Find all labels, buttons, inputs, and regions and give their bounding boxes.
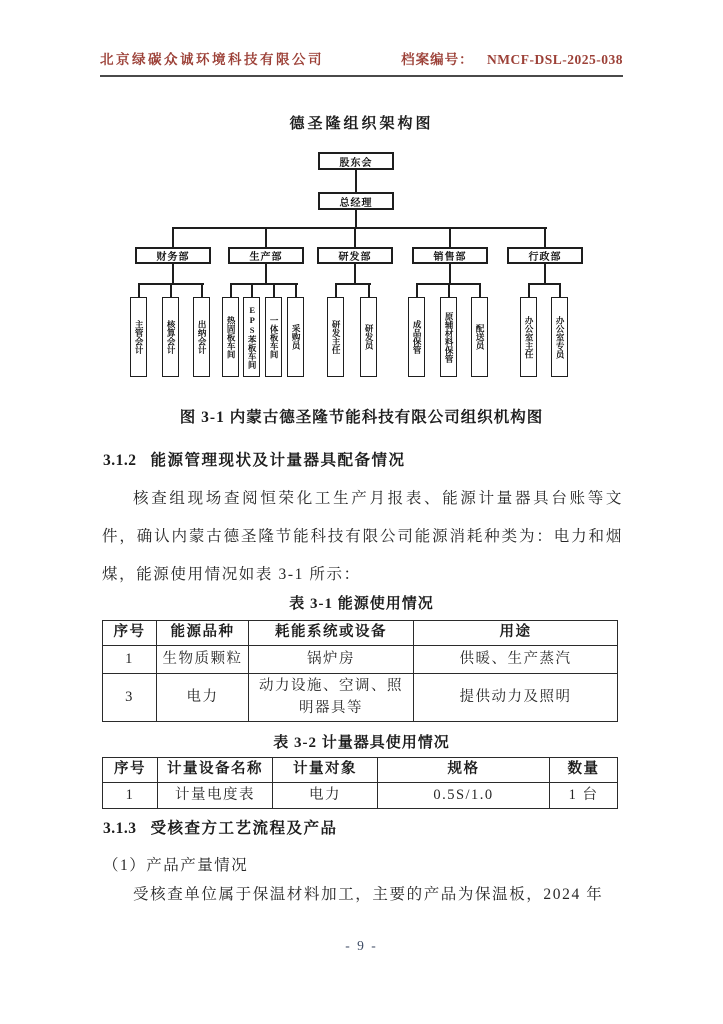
cell: 锅炉房: [249, 646, 414, 674]
orgchart-box-manager: 总经理: [318, 192, 394, 210]
connector-line: [544, 227, 546, 247]
orgchart-box-dept-admin: 行政部: [507, 247, 583, 264]
cell: 0.5S/1.0: [378, 783, 550, 809]
orgchart-leaf: 热固板车间: [222, 297, 239, 377]
connector-line: [416, 283, 418, 297]
cell: 电力: [157, 674, 249, 722]
connector-line: [230, 283, 232, 297]
cell: 1 台: [550, 783, 618, 809]
connector-line: [335, 283, 337, 297]
connector-line: [265, 227, 267, 247]
header-cell: 计量对象: [273, 758, 378, 783]
connector-line: [172, 264, 174, 283]
connector-line: [354, 227, 356, 247]
list-item-product-output: （1）产品产量情况: [103, 857, 249, 874]
table-header-row: [103, 758, 618, 783]
cell: 1: [103, 783, 158, 809]
orgchart: [100, 145, 623, 390]
figure-caption: 图 3-1 内蒙古德圣隆节能科技有限公司组织机构图: [179, 409, 544, 426]
connector-line: [559, 283, 561, 297]
cell: 提供动力及照明: [414, 674, 618, 722]
section-heading-313: [103, 816, 623, 838]
table31-title: 表 3-1 能源使用情况: [289, 596, 434, 612]
cell: 1: [103, 646, 157, 674]
paragraph-energy: 核查组现场查阅恒荣化工生产月报表、能源计量器具台账等文件，确认内蒙古德圣隆节能科技有限公司能源消耗种类为：电力和烟煤，能源使用情况如表 3-1 所示：: [102, 490, 623, 583]
connector-line: [172, 227, 547, 229]
connector-line: [479, 283, 481, 297]
connector-line: [295, 283, 297, 297]
cell: 生物质颗粒: [157, 646, 249, 674]
cell: 电力: [273, 783, 378, 809]
connector-line: [251, 283, 253, 297]
orgchart-leaf: 成品保管: [408, 297, 425, 377]
connector-line: [172, 227, 174, 247]
cell: 动力设施、空调、照明器具等: [249, 674, 414, 722]
archive-number-block: [401, 48, 623, 68]
header-cell: 序号: [103, 621, 157, 646]
section-title: 受核查方工艺流程及产品: [150, 820, 338, 837]
company-name: 北京绿碳众诚环境科技有限公司: [100, 52, 324, 67]
table-meters: [102, 757, 618, 809]
table-energy-usage: [102, 620, 618, 722]
section-heading-312: [103, 448, 623, 470]
orgchart-leaf: 研发员: [360, 297, 377, 377]
paragraph-product: 受核查单位属于保温材料加工，主要的产品为保温板，2024 年: [133, 886, 604, 903]
connector-line: [544, 264, 546, 283]
table-row: [103, 783, 618, 809]
header-cell: 序号: [103, 758, 158, 783]
connector-line: [355, 210, 357, 227]
page-header: [100, 48, 623, 68]
cell: 计量电度表: [158, 783, 273, 809]
cell: 3: [103, 674, 157, 722]
connector-line: [335, 283, 371, 285]
connector-line: [448, 283, 450, 297]
archive-number: NMCF-DSL-2025-038: [487, 52, 623, 67]
header-cell: 计量设备名称: [158, 758, 273, 783]
cell: 供暖、生产蒸汽: [414, 646, 618, 674]
section-number: 3.1.2: [103, 452, 137, 469]
orgchart-leaf: 原辅材料保管: [440, 297, 457, 377]
connector-line: [528, 283, 530, 297]
table-row: [103, 646, 618, 674]
orgchart-leaf: 办公室主任: [520, 297, 537, 377]
table32-title: 表 3-2 计量器具使用情况: [273, 735, 450, 751]
connector-line: [230, 283, 298, 285]
connector-line: [528, 283, 561, 285]
orgchart-leaf: EPS苯板车间: [243, 297, 260, 377]
header-cell: 规格: [378, 758, 550, 783]
connector-line: [368, 283, 370, 297]
header-cell: 用途: [414, 621, 618, 646]
connector-line: [354, 264, 356, 283]
connector-line: [201, 283, 203, 297]
orgchart-leaf: 核算会计: [162, 297, 179, 377]
header-cell: 耗能系统或设备: [249, 621, 414, 646]
section-title: 能源管理现状及计量器具配备情况: [150, 452, 406, 469]
orgchart-box-dept-sales: 销售部: [412, 247, 488, 264]
page-number: - 9 -: [345, 938, 378, 953]
orgchart-leaf: 主管会计: [130, 297, 147, 377]
orgchart-box-dept-production: 生产部: [228, 247, 304, 264]
orgchart-leaf: 出纳会计: [193, 297, 210, 377]
section-number: 3.1.3: [103, 820, 137, 837]
orgchart-box-dept-rd: 研发部: [317, 247, 393, 264]
orgchart-leaf: 研发主任: [327, 297, 344, 377]
orgchart-leaf: 办公室专员: [551, 297, 568, 377]
header-cell: 数量: [550, 758, 618, 783]
table-row: [103, 674, 618, 722]
connector-line: [265, 264, 267, 283]
connector-line: [170, 283, 172, 297]
orgchart-leaf: 一体板车间: [265, 297, 282, 377]
orgchart-box-dept-finance: 财务部: [135, 247, 211, 264]
orgchart-leaf: 采购员: [287, 297, 304, 377]
header-rule: [100, 75, 623, 77]
orgchart-title: 德圣隆组织架构图: [289, 116, 434, 132]
table-header-row: [103, 621, 618, 646]
connector-line: [449, 227, 451, 247]
connector-line: [273, 283, 275, 297]
orgchart-leaf: 配送员: [471, 297, 488, 377]
orgchart-box-root: 股东会: [318, 152, 394, 170]
header-cell: 能源品种: [157, 621, 249, 646]
connector-line: [138, 283, 140, 297]
connector-line: [449, 264, 451, 283]
connector-line: [355, 170, 357, 192]
archive-label: 档案编号：: [401, 52, 474, 67]
